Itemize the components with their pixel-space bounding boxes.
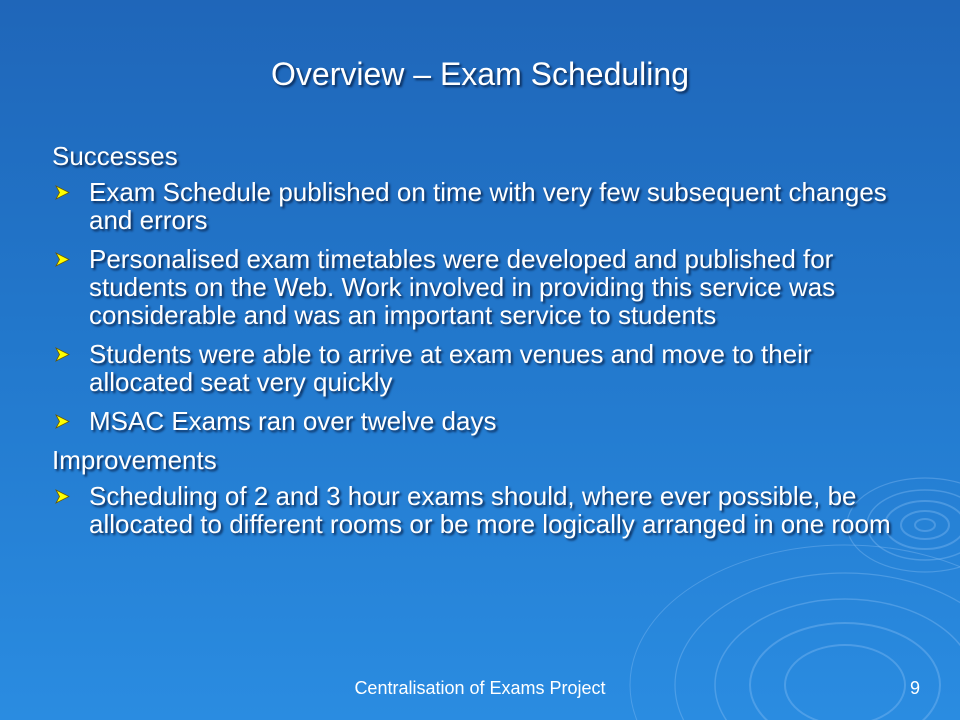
bullet-text: Scheduling of 2 and 3 hour exams should, where ever possible, be allocated to different rooms or be more logically arranged in one room (89, 481, 891, 539)
arrowhead-bullet-icon (55, 414, 70, 429)
successes-heading: Successes (52, 141, 178, 171)
bullet-item (52, 178, 892, 234)
bullet-text: Exam Schedule published on time with very few subsequent changes and errors (89, 177, 887, 235)
footer-text: Centralisation of Exams Project (354, 678, 606, 698)
arrowhead-bullet-icon (55, 489, 70, 504)
slide-title: Overview – Exam Scheduling (271, 56, 689, 92)
arrowhead-bullet-icon (55, 185, 70, 200)
arrowhead-bullet-icon (55, 347, 70, 362)
arrowhead-bullet-icon (55, 252, 70, 267)
bullet-item (52, 482, 892, 538)
bullet-text: MSAC Exams ran over twelve days (89, 406, 497, 436)
slide-body (52, 142, 892, 549)
bullet-text: Students were able to arrive at exam venues and move to their allocated seat very quickly (89, 339, 812, 397)
bullet-text: Personalised exam timetables were developed and published for students on the Web. Work involved in providing this service was considerable and was an important service to students (89, 244, 836, 330)
improvements-heading: Improvements (52, 445, 217, 475)
bullet-item (52, 407, 892, 435)
bullet-item (52, 340, 892, 396)
page-number: 9 (909, 678, 920, 698)
bullet-item (52, 245, 892, 329)
